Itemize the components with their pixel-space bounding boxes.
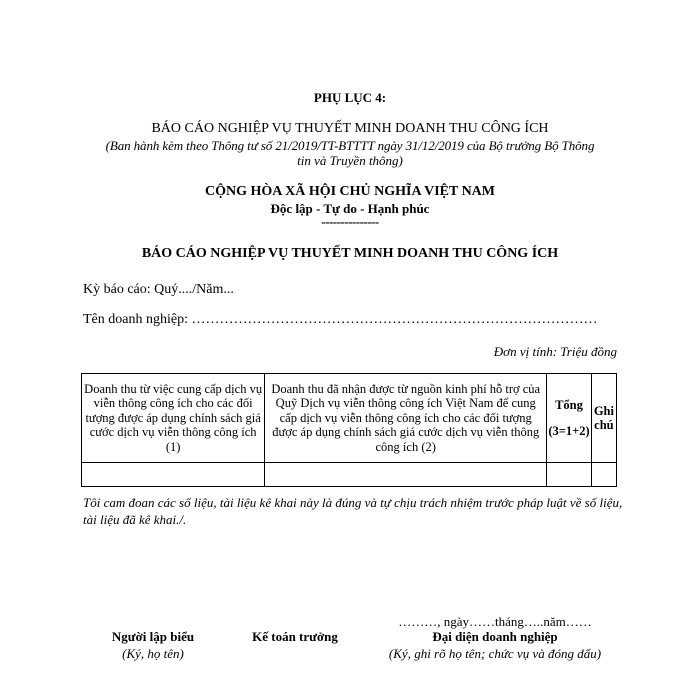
appendix-title: PHỤ LỤC 4:: [313, 90, 387, 105]
report-period: Kỳ báo cáo: Quý..../Năm...: [83, 282, 234, 297]
representative-title: Đại diện doanh nghiệp: [432, 629, 558, 644]
unit-label: Đơn vị tính: Triệu đồng: [493, 344, 617, 359]
table-header-row: [82, 374, 617, 463]
signature-preparer: [93, 628, 213, 662]
table-cell: [265, 463, 547, 487]
header-total-label: Tổng: [555, 397, 583, 412]
revenue-table: [81, 373, 617, 487]
header-col-2: Doanh thu đã nhận được từ nguồn kinh phí hỗ trợ của Quỹ Dịch vụ viễn thông công ích Việt Nam để cung cấp dịch vụ viễn thông công ích cho các đối tượng được áp dụng chính sách giá cước dịch vụ viễn thông công ích (2): [265, 374, 547, 463]
commitment-text: Tôi cam đoan các số liệu, tài liệu kê khai này là đúng và tự chịu trách nhiệm trước pháp luật về số liệu, tài liệu đã kê khai./.: [83, 495, 623, 527]
issuance-note-line1: (Ban hành kèm theo Thông tư số 21/2019/TT-BTTTT ngày 31/12/2019 của Bộ trưởng Bộ Thông: [105, 138, 595, 153]
header-col-4: Ghi chú: [591, 374, 616, 463]
national-title: CỘNG HÒA XÃ HỘI CHỦ NGHĨA VIỆT NAM: [204, 184, 495, 199]
preparer-note: (Ký, họ tên): [122, 646, 184, 661]
date-line: ………, ngày……tháng…..năm……: [398, 614, 592, 629]
report-title: BÁO CÁO NGHIỆP VỤ THUYẾT MINH DOANH THU CÔNG ÍCH: [141, 246, 559, 261]
company-name: Tên doanh nghiệp: ……………………………………………………………………………: [83, 312, 598, 327]
signature-accountant: [235, 628, 355, 645]
accountant-title: Kế toán trưởng: [252, 629, 338, 644]
issuance-note-line2: tin và Truyền thông): [297, 153, 403, 168]
table-cell: [82, 463, 265, 487]
header-total-formula: (3=1+2): [548, 424, 590, 438]
signature-representative: [360, 628, 630, 662]
preparer-title: Người lập biểu: [111, 629, 195, 644]
table-cell: [547, 463, 592, 487]
header-col-1: Doanh thu từ việc cung cấp dịch vụ viễn thông công ích cho các đối tượng được áp dụng chính sách giá cước dịch vụ viễn thông công ích (1): [82, 374, 265, 463]
appendix-subtitle: BÁO CÁO NGHIỆP VỤ THUYẾT MINH DOANH THU CÔNG ÍCH: [151, 121, 549, 136]
table-cell: [591, 463, 616, 487]
representative-note: (Ký, ghi rõ họ tên; chức vụ và đóng dấu): [388, 646, 602, 661]
table-row: [82, 463, 617, 487]
header-col-3: [547, 374, 592, 463]
motto: Độc lập - Tự do - Hạnh phúc: [270, 201, 430, 216]
motto-rule: ---------------: [321, 214, 379, 229]
